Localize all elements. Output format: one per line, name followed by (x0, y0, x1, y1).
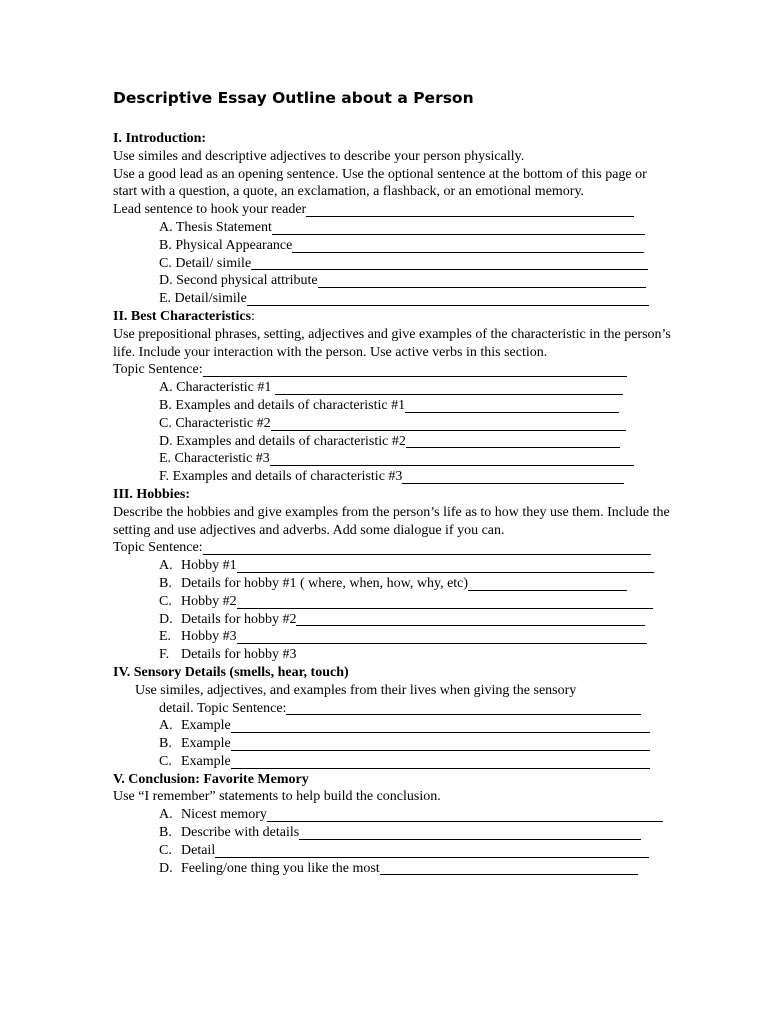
intro-item-c (113, 255, 673, 273)
lead-sentence-label: Lead sentence to hook your reader (113, 202, 307, 218)
sensory-item-c-label: Example (181, 753, 231, 769)
best-item-d-blank[interactable] (406, 434, 620, 448)
sensory-item-b-marker: B. (159, 736, 172, 752)
hobby-item-d-marker: D. (159, 611, 173, 627)
hobby-item-e-marker: E. (159, 629, 172, 645)
hobby-item-c-label: Hobby #2 (181, 593, 237, 609)
conclusion-item-b-label: Describe with details (181, 825, 300, 841)
conclusion-item-c (113, 842, 673, 860)
conclusion-item-a-marker: A. (159, 807, 173, 823)
hobby-item-f-label: Details for hobby #3 (181, 647, 297, 663)
conclusion-instruction: Use “I remember” statements to help build the conclusion. (113, 789, 441, 805)
hobbies-instruction: Describe the hobbies and give examples from the person’s life as to how they use them. Include the setting and use adjectives and adverbs. Add some dialogue if you can. (113, 504, 670, 538)
hobby-item-b-marker: B. (159, 575, 172, 591)
conclusion-item-a-label: Nicest memory (181, 807, 267, 823)
outline-worksheet (113, 88, 673, 877)
hobby-item-c-marker: C. (159, 593, 172, 609)
best-topic-label: Topic Sentence: (113, 362, 203, 378)
conclusion-item-c-label: Detail (181, 842, 216, 858)
lead-sentence-blank[interactable] (306, 203, 634, 217)
hobby-item-e-blank[interactable] (237, 630, 647, 644)
sensory-item-b-label: Example (181, 736, 231, 752)
hobby-item-c-blank[interactable] (237, 595, 653, 609)
best-heading (113, 308, 673, 326)
intro-item-b (113, 237, 673, 255)
hobby-item-b-blank[interactable] (468, 577, 627, 591)
intro-item-c-blank[interactable] (251, 256, 648, 270)
sensory-topic-blank[interactable] (286, 701, 641, 715)
hobby-item-f-marker: F. (159, 647, 170, 663)
sensory-item-c-blank[interactable] (231, 755, 650, 769)
intro-item-b-label: B. Physical Appearance (159, 237, 293, 253)
hobby-item-f (113, 646, 673, 664)
best-item-a-blank[interactable] (275, 381, 623, 395)
best-item-d-label: D. Examples and details of characteristic #2 (159, 433, 406, 449)
best-item-e (113, 450, 673, 468)
intro-item-c-label: C. Detail/ simile (159, 255, 252, 271)
conclusion-heading: V. Conclusion: Favorite Memory (113, 771, 309, 787)
sensory-item-a-marker: A. (159, 718, 173, 734)
conclusion-item-a (113, 806, 673, 824)
intro-heading: I. Introduction: (113, 131, 207, 146)
intro-item-a-label: A. Thesis Statement (159, 219, 272, 235)
hobby-item-a (113, 557, 673, 575)
sensory-topic-label: detail. Topic Sentence: (159, 700, 287, 716)
hobbies-heading: III. Hobbies: (113, 486, 191, 502)
intro-item-d (113, 272, 673, 290)
sensory-heading: IV. Sensory Details (smells, hear, touch) (113, 664, 349, 680)
hobby-item-a-blank[interactable] (237, 559, 654, 573)
sensory-item-c (113, 753, 673, 771)
intro-item-b-blank[interactable] (292, 239, 644, 253)
sensory-item-a-label: Example (181, 718, 231, 734)
best-item-d (113, 433, 673, 451)
hobbies-topic-label: Topic Sentence: (113, 540, 203, 556)
intro-item-a (113, 219, 673, 237)
best-item-b-label: B. Examples and details of characteristic #1 (159, 397, 406, 413)
intro-item-a-blank[interactable] (272, 221, 645, 235)
hobbies-topic-blank[interactable] (203, 541, 651, 555)
sensory-item-a-blank[interactable] (231, 719, 650, 733)
conclusion-item-d-blank[interactable] (380, 861, 638, 875)
conclusion-item-b-blank[interactable] (299, 826, 641, 840)
best-item-c-blank[interactable] (271, 417, 626, 431)
hobby-item-a-marker: A. (159, 558, 173, 574)
conclusion-item-b-marker: B. (159, 825, 172, 841)
hobby-item-e (113, 628, 673, 646)
best-item-a-label: A. Characteristic #1 (159, 380, 275, 396)
best-heading-text: II. Best Characteristics (113, 308, 252, 324)
conclusion-item-d (113, 860, 673, 878)
intro-item-d-label: D. Second physical attribute (159, 273, 318, 289)
page-title: Descriptive Essay Outline about a Person (113, 89, 474, 107)
best-item-e-blank[interactable] (270, 452, 634, 466)
hobby-item-d-blank[interactable] (296, 612, 645, 626)
lead-sentence-row (113, 201, 673, 219)
sensory-item-a (113, 717, 673, 735)
sensory-instruction: Use similes, adjectives, and examples from their lives when giving the sensory (135, 682, 577, 698)
hobby-item-c (113, 593, 673, 611)
conclusion-item-c-marker: C. (159, 842, 172, 858)
sensory-item-b-blank[interactable] (231, 737, 650, 751)
best-topic-blank[interactable] (203, 363, 627, 377)
best-heading-colon: : (251, 308, 255, 324)
intro-instruction-2: Use a good lead as an opening sentence. Use the optional sentence at the bottom of this page or start with a question, a quote, an exclamation, a flashback, or an emotional memory. (113, 166, 647, 200)
hobby-item-d (113, 611, 673, 629)
hobby-item-b-label: Details for hobby #1 ( where, when, how, why, etc) (181, 575, 469, 591)
best-item-c (113, 415, 673, 433)
conclusion-item-d-label: Feeling/one thing you like the most (181, 860, 380, 876)
conclusion-item-d-marker: D. (159, 860, 173, 876)
hobby-item-a-label: Hobby #1 (181, 558, 237, 574)
hobby-item-e-label: Hobby #3 (181, 629, 237, 645)
conclusion-item-c-blank[interactable] (215, 844, 649, 858)
best-item-b (113, 397, 673, 415)
conclusion-item-b (113, 824, 673, 842)
intro-instruction-1: Use similes and descriptive adjectives to describe your person physically. (113, 148, 525, 164)
hobby-item-b (113, 575, 673, 593)
best-item-e-label: E. Characteristic #3 (159, 451, 270, 467)
hobby-item-d-label: Details for hobby #2 (181, 611, 297, 627)
hobbies-topic-row (113, 539, 673, 557)
conclusion-item-a-blank[interactable] (267, 808, 663, 822)
best-item-b-blank[interactable] (405, 399, 619, 413)
sensory-item-b (113, 735, 673, 753)
sensory-topic-row (113, 700, 673, 718)
best-item-f-label: F. Examples and details of characteristic #3 (159, 469, 403, 485)
best-item-f-blank[interactable] (402, 470, 624, 484)
best-topic-row (113, 361, 673, 379)
best-instruction: Use prepositional phrases, setting, adjectives and give examples of the characteristic in the person’s life. Include your interaction with the person. Use active verbs in this section. (113, 326, 671, 360)
best-item-c-label: C. Characteristic #2 (159, 415, 271, 431)
intro-item-d-blank[interactable] (318, 274, 646, 288)
intro-item-e (113, 290, 673, 308)
best-item-f (113, 468, 673, 486)
intro-item-e-blank[interactable] (247, 292, 649, 306)
best-item-a (113, 379, 673, 397)
sensory-item-c-marker: C. (159, 753, 172, 769)
intro-item-e-label: E. Detail/simile (159, 291, 247, 307)
